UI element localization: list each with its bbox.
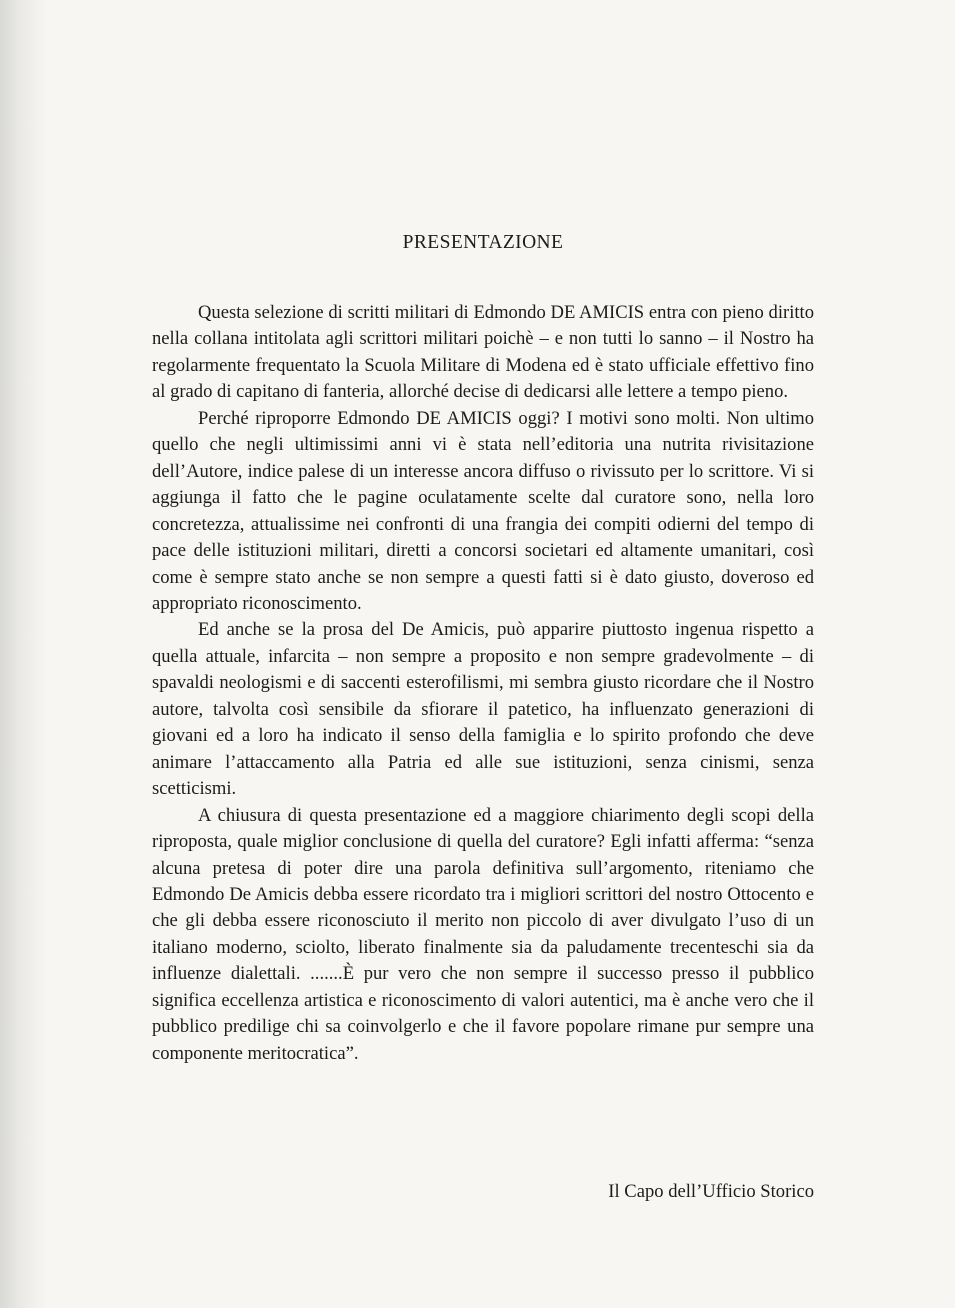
signature: Il Capo dell’Ufficio Storico xyxy=(608,1181,814,1202)
body-text xyxy=(152,300,814,1067)
paragraph-3: Ed anche se la prosa del De Amicis, può apparire piuttosto ingenua rispetto a quella attuale, infarcita – non sempre a proposito e non sempre gradevolmente – di spavaldi neologismi e di saccenti esterofilismi, mi sembra giusto ricordare che il Nostro autore, talvolta così sensibile da sfiorare il patetico, ha influenzato generazioni di giovani ed a loro ha indicato il senso della famiglia e lo spirito profondo che deve animare l’attaccamento alla Patria ed alle sue istituzioni, senza cinismi, senza scetticismi. xyxy=(152,619,814,800)
paragraph-4: A chiusura di questa presentazione ed a maggiore chiarimento degli scopi della riproposta, quale miglior conclusione di quella del curatore? Egli infatti afferma: “senza alcuna pretesa di poter dire una parola definitiva sull’argomento, riteniamo che Edmondo De Amicis debba essere ricordato tra i migliori scrittori del nostro Ottocento e che gli debba essere riconosciuto il merito non piccolo di aver divulgato l’uso di un italiano moderno, sciolto, liberato finalmente sia da paludamente trecenteschi sia da influenze dialettali. .......È pur vero che non sempre il successo presso il pubblico significa eccellenza artistica e riconoscimento di valori autentici, ma è anche vero che il pubblico predilige chi sa coinvolgerlo e che il favore popolare rimane pur sempre una componente meritocratica”. xyxy=(152,804,814,1064)
page-title: PRESENTAZIONE xyxy=(402,232,564,253)
paragraph-1: Questa selezione di scritti militari di Edmondo DE AMICIS entra con pieno diritto nella collana intitolata agli scrittori militari poichè – e non tutti lo sanno – il Nostro ha regolarmente frequentato la Scuola Militare di Modena ed è stato ufficiale effettivo fino al grado di capitano di fanteria, allorché decise di dedicarsi alle lettere a tempo pieno. xyxy=(152,302,814,403)
paragraph-2: Perché riproporre Edmondo DE AMICIS oggi? I motivi sono molti. Non ultimo quello che negli ultimissimi anni vi è stata nell’editoria una nutrita rivisitazione dell’Autore, indice palese di un interesse ancora diffuso o rivissuto per lo scrittore. Vi si aggiunga il fatto che le pagine oculatamente scelte dal curatore sono, nella loro concretezza, attualissime nei confronti di una frangia dei compiti odierni del tempo di pace delle istituzioni militari, diretti a concorsi societari ed altamente umanitari, così come è sempre stato anche se non sempre a questi fatti si è dato giusto, doveroso ed appropriato riconoscimento. xyxy=(152,407,814,614)
page-gutter-shadow xyxy=(0,0,48,1308)
